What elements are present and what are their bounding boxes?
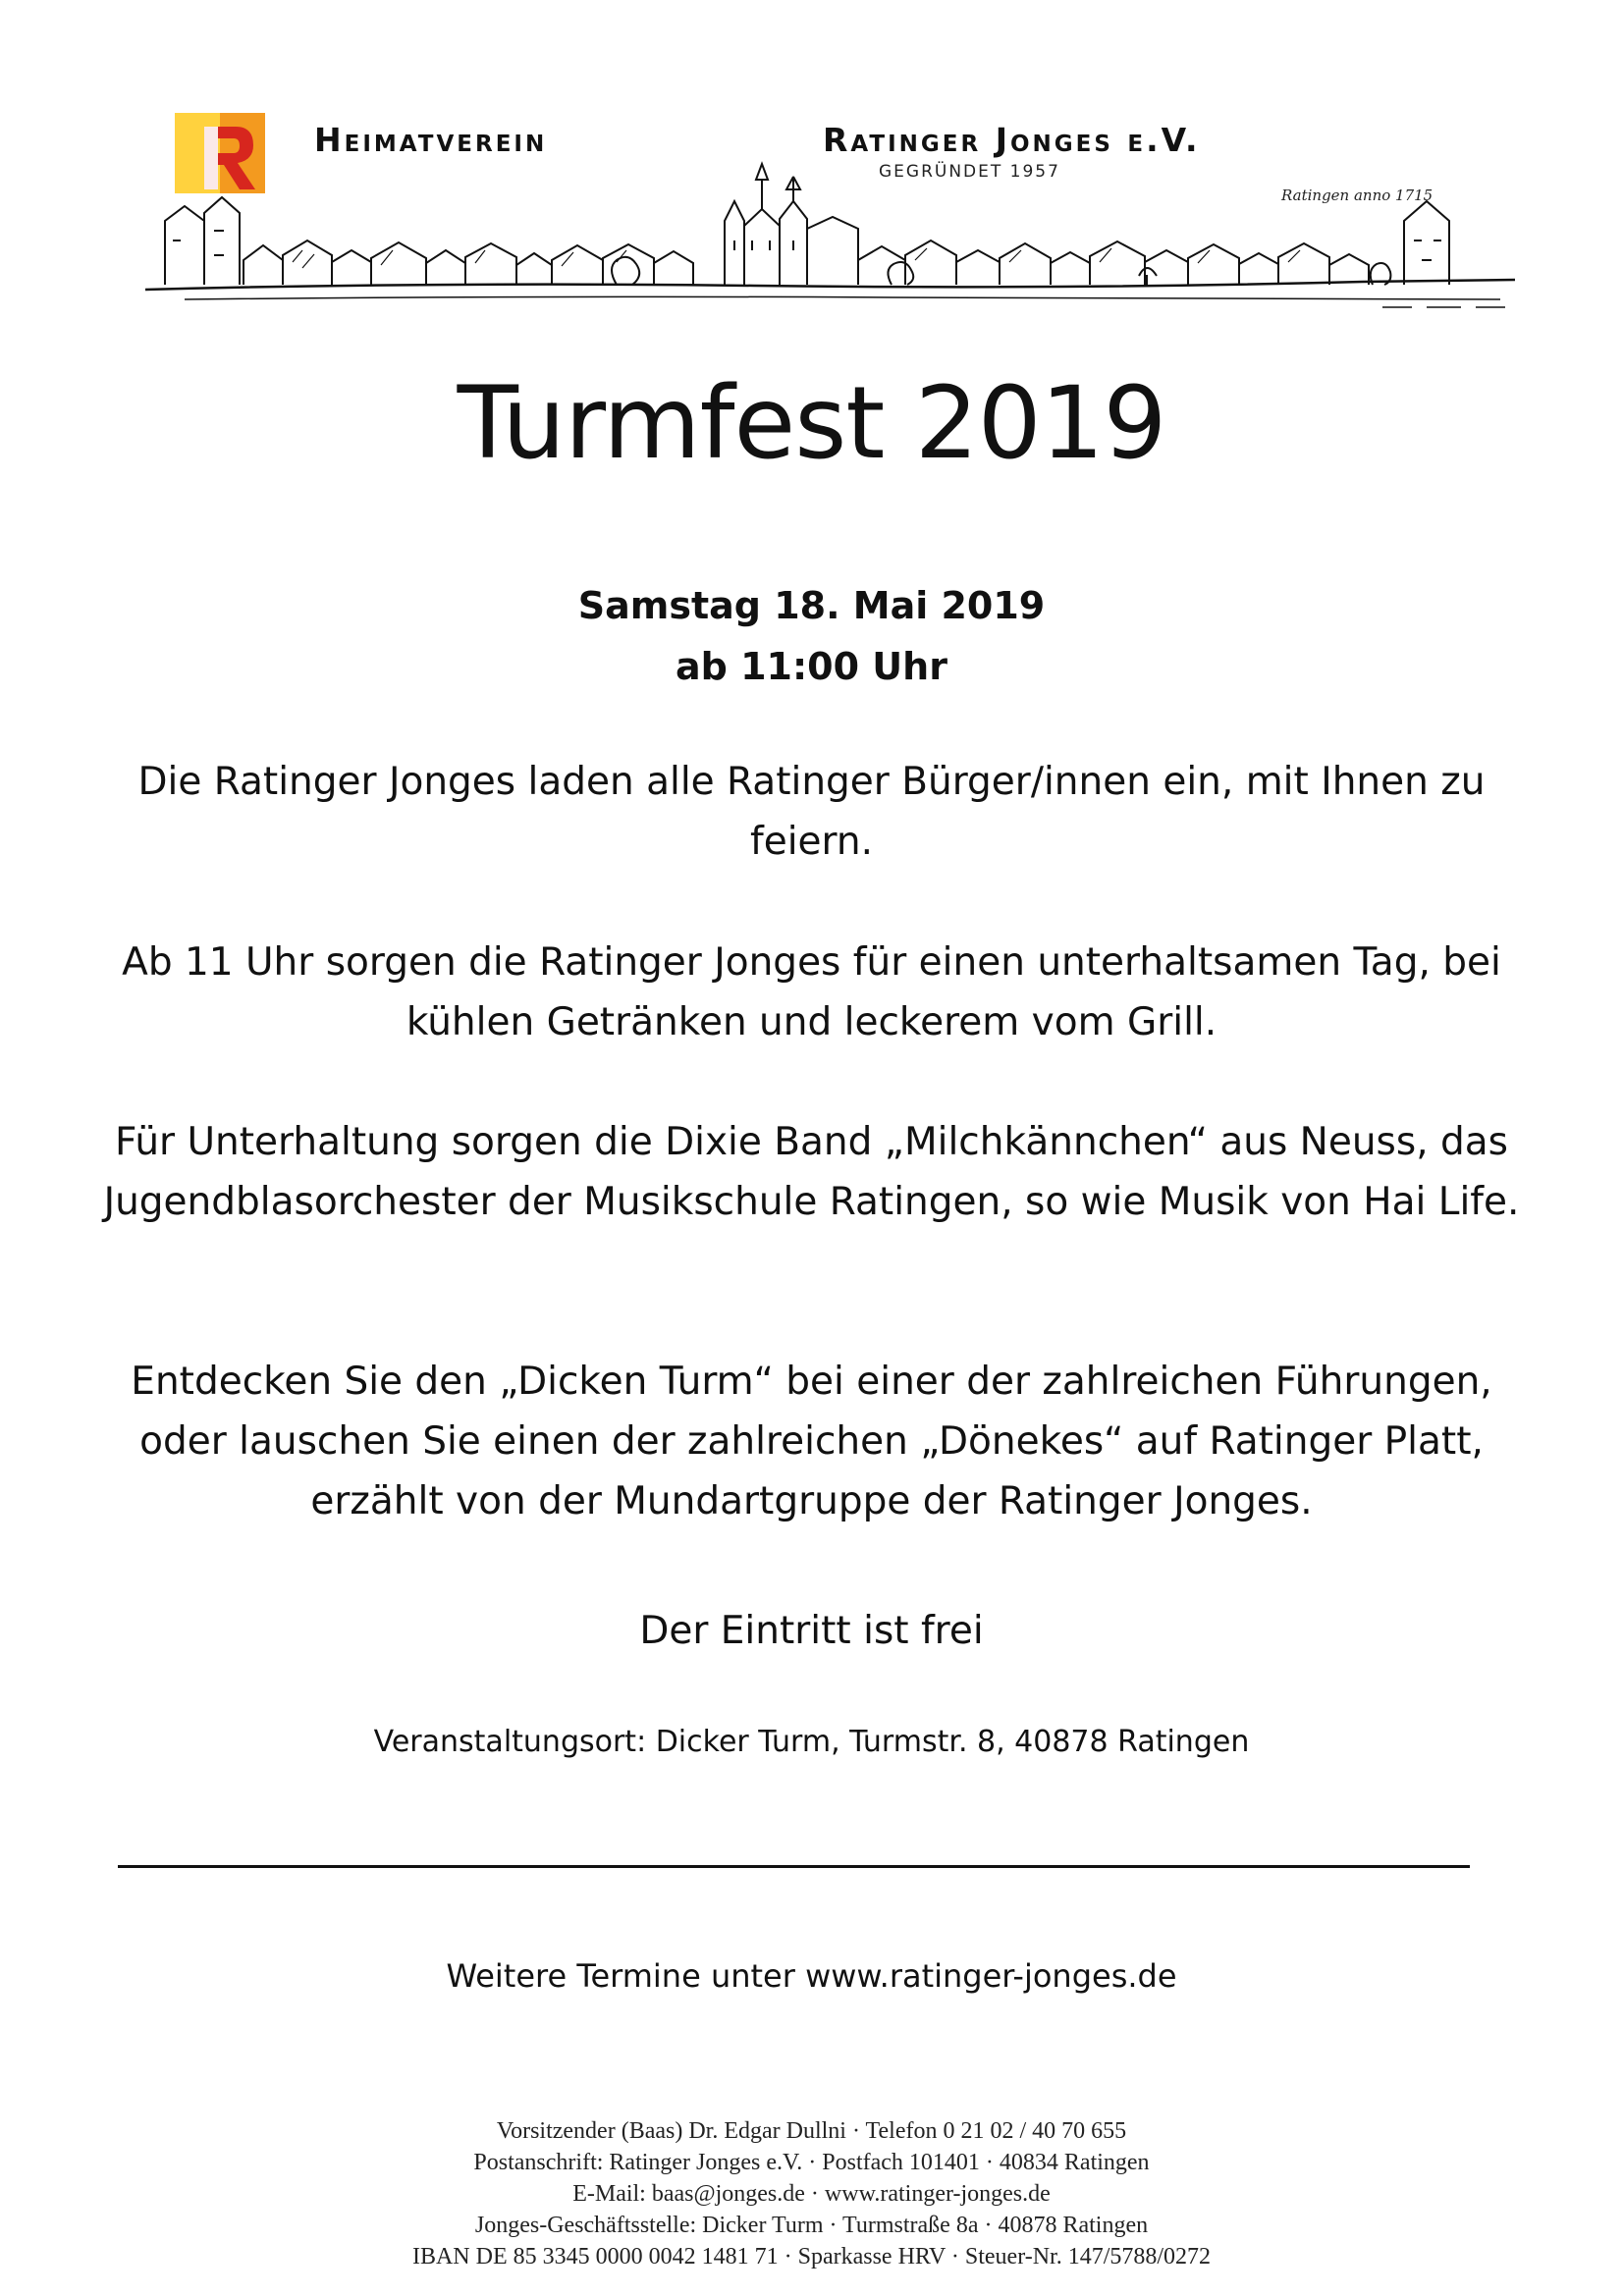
footer-contact	[0, 2115, 1623, 2272]
event-time: ab 11:00 Uhr	[676, 645, 947, 688]
footer-line-postal: Postanschrift: Ratinger Jonges e.V. · Postfach 101401 · 40834 Ratingen	[473, 2150, 1150, 2175]
footer-line-chairman: Vorsitzender (Baas) Dr. Edgar Dullni · Telefon 0 21 02 / 40 70 655	[496, 2118, 1127, 2144]
venue-line: Veranstaltungsort: Dicker Turm, Turmstr. 8, 40878 Ratingen	[373, 1725, 1250, 1759]
event-title: Turmfest 2019	[457, 365, 1166, 482]
footer-line-bank: IBAN DE 85 3345 0000 0042 1481 71 · Sparkasse HRV · Steuer-Nr. 147/5788/0272	[411, 2244, 1212, 2269]
skyline-caption: Ratingen anno 1715	[1281, 187, 1434, 204]
paragraph-tours: Entdecken Sie den „Dicken Turm“ bei einer der zahlreichen Führungen, oder lauschen Sie einen der zahlreichen „Dönekes“ auf Ratinger Platt, erzählt von der Mundartgruppe der Ratinger Jonges.	[131, 1360, 1492, 1523]
admission-note: Der Eintritt ist frei	[639, 1609, 984, 1653]
event-date: Samstag 18. Mai 2019	[577, 584, 1046, 627]
horizontal-divider	[118, 1865, 1470, 1868]
letterhead	[145, 103, 1520, 314]
footer-line-office: Jonges-Geschäftsstelle: Dicker Turm · Turmstraße 8a · 40878 Ratingen	[474, 2213, 1149, 2238]
founded-year: GEGRÜNDET 1957	[879, 162, 1060, 182]
org-name-right: Ratinger Jonges e.V.	[823, 121, 1201, 159]
paragraph-music: Für Unterhaltung sorgen die Dixie Band „Milchkännchen“ aus Neuss, das Jugendblasorchester der Musikschule Ratingen, so wie Musik von Hai Life.	[103, 1120, 1520, 1224]
footer-line-email: E-Mail: baas@jonges.de · www.ratinger-jonges.de	[572, 2181, 1051, 2207]
town-skyline-drawing	[145, 103, 1520, 314]
org-name-left: Heimatverein	[314, 121, 548, 159]
event-date-block	[0, 575, 1623, 697]
more-dates-line: Weitere Termine unter www.ratinger-jonges.de	[446, 1957, 1177, 1995]
paragraph-program: Ab 11 Uhr sorgen die Ratinger Jonges für einen unterhaltsamen Tag, bei kühlen Getränken und leckerem vom Grill.	[122, 940, 1501, 1044]
paragraph-invite: Die Ratinger Jonges laden alle Ratinger Bürger/innen ein, mit Ihnen zu feiern.	[137, 760, 1486, 864]
